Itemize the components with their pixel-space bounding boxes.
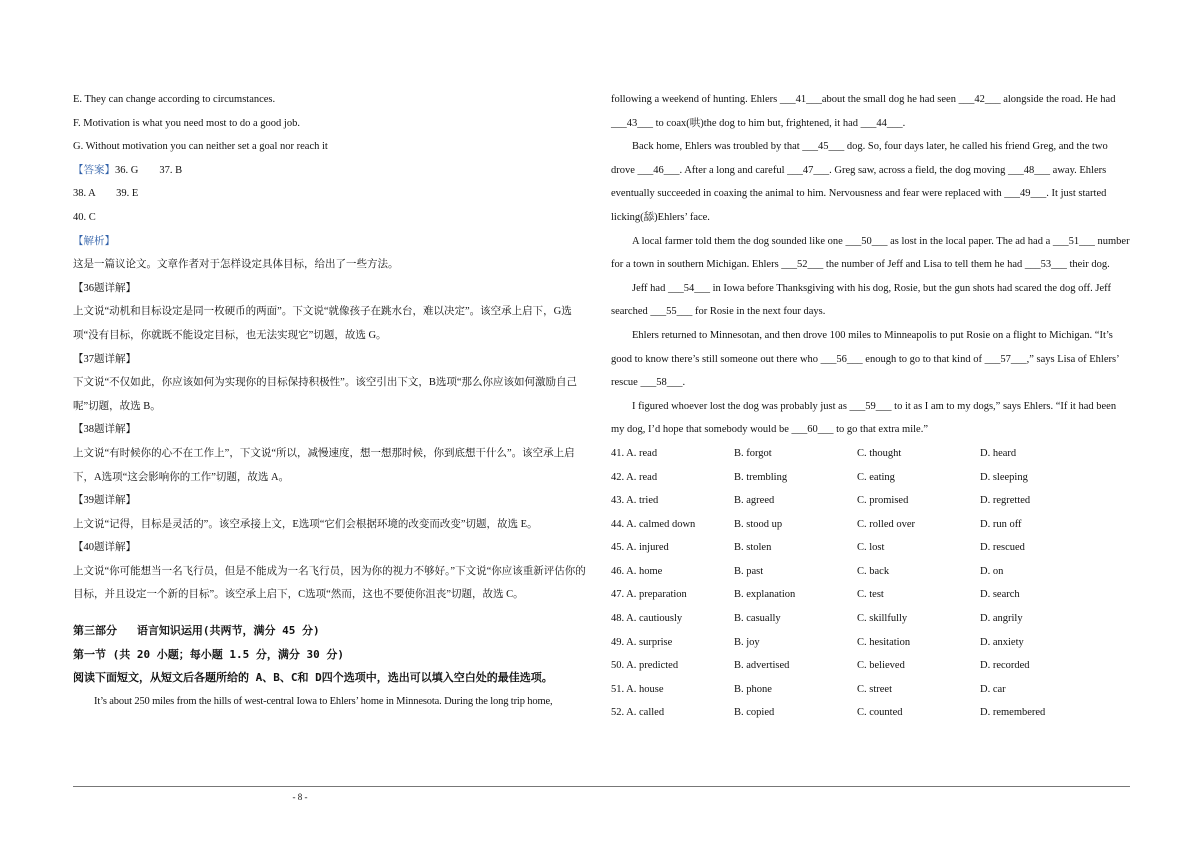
page-number: - 8 - (292, 792, 308, 802)
item-39-body: 上文说“记得，目标是灵活的”。该空承接上文，E选项“它们会根据环境的改变而改变”切题，故选 E。 (73, 518, 538, 530)
option-row (611, 442, 1131, 466)
option-e: E. They can change according to circumstances. (73, 94, 276, 105)
option-b: B. forgot (734, 447, 772, 459)
subsection-title: 第一节 (共 20 小题；每小题 1.5 分，满分 30 分) (73, 647, 344, 661)
option-c: C. promised (857, 495, 909, 507)
option-a: 48. A. cautiously (611, 613, 683, 625)
option-a: 47. A. preparation (611, 589, 687, 601)
option-b: B. stood up (734, 518, 783, 530)
option-b: B. joy (734, 636, 760, 648)
option-d: D. anxiety (980, 636, 1024, 648)
option-d: D. angrily (980, 613, 1023, 625)
option-b: B. past (734, 565, 764, 577)
answer-text: 36. G 37. B (115, 164, 183, 176)
passage-start: It’s about 250 miles from the hills of west-central Iowa to Ehlers’ home in Minnesota. During the long trip home, (94, 695, 553, 707)
option-row (611, 513, 1131, 537)
option-row (611, 678, 1131, 702)
item-39-head: 【39题详解】 (73, 495, 136, 507)
option-b: B. casually (734, 613, 781, 625)
answer-label: 【答案】 (73, 164, 115, 176)
option-c: C. counted (857, 707, 903, 719)
option-b: B. advertised (734, 660, 790, 672)
item-38-head: 【38题详解】 (73, 424, 136, 436)
option-d: D. on (980, 565, 1004, 577)
footer-divider (73, 786, 1130, 787)
option-row (611, 654, 1131, 678)
option-a: 52. A. called (611, 707, 665, 719)
item-36-head: 【36题详解】 (73, 282, 136, 294)
option-d: D. remembered (980, 707, 1046, 719)
option-b: B. phone (734, 683, 772, 695)
passage-paragraph: Jeff had ___54___ in Iowa before Thanksgiving with his dog, Rosie, but the gun shots had scared the dog off. Jeff searched ___55___ for Rosie in the next four days. (611, 282, 1111, 318)
analysis-text: 这是一篇议论文。文章作者对于怎样设定具体目标，给出了一些方法。 (73, 259, 399, 271)
option-d: D. regretted (980, 495, 1031, 507)
item-37-head: 【37题详解】 (73, 353, 136, 365)
passage-paragraph: I figured whoever lost the dog was probably just as ___59___ to it as I am to my dogs,” says Ehlers. “If it had been my dog, I’d hope that somebody would be ___60___ to go that extra mile.” (611, 400, 1117, 436)
option-c: C. street (857, 683, 892, 695)
option-a: 46. A. home (611, 565, 663, 577)
option-a: 50. A. predicted (611, 660, 679, 672)
option-d: D. rescued (980, 542, 1025, 554)
option-row (611, 607, 1131, 631)
option-f: F. Motivation is what you need most to do a good job. (73, 117, 300, 129)
item-36-body: 上文说“动机和目标设定是同一枚硬币的两面”。下文说“就像孩子在跳水台，难以决定”。该空承上启下，G选项“没有目标，你就既不能设定目标，也无法实现它”切题，故选 G。 (73, 306, 572, 341)
left-column (73, 88, 591, 713)
option-c: C. skillfully (857, 613, 908, 625)
option-row (611, 583, 1131, 607)
section-title: 第三部分 语言知识运用(共两节，满分 45 分) (73, 624, 320, 638)
option-a: 51. A. house (611, 683, 664, 695)
right-column (611, 88, 1131, 725)
option-row (611, 701, 1131, 725)
option-b: B. agreed (734, 495, 775, 507)
option-row (611, 466, 1131, 490)
answer-line-3: 40. C (73, 211, 96, 223)
option-row (611, 631, 1131, 655)
option-d: D. run off (980, 518, 1022, 530)
option-b: B. stolen (734, 542, 772, 554)
option-d: D. search (980, 589, 1020, 601)
passage-paragraph: Back home, Ehlers was troubled by that ___45___ dog. So, four days later, he called his friend Greg, and the two drove ___46___. After a long and careful ___47___. Greg saw, across a field, the dog moving ___48___ away. Ehlers eventually succeeded in coaxing the animal to him. Nervousness and fear were replaced with ___49___. It just started licking(舔)Ehlers’ face. (611, 141, 1108, 223)
option-d: D. sleeping (980, 471, 1028, 483)
passage-paragraph: Ehlers returned to Minnesotan, and then drove 100 miles to Minneapolis to put Rosie on a flight to Michigan. “It’s good to know there’s still someone out there who ___56___ enough to go to that kind of ___57___,” says Lisa of Ehlers’ rescue ___58___. (611, 329, 1119, 389)
passage-paragraph: following a weekend of hunting. Ehlers ___41___about the small dog he had seen ___42___ alongside the road. He had ___43___ to coax(哄)the dog to him but, frightened, it had ___44___. (611, 94, 1116, 129)
options-list (611, 442, 1131, 725)
item-38-body: 上文说“有时候你的心不在工作上”，下文说“所以，减慢速度，想一想那时候，你到底想干什么”。该空承上启下，A选项“这会影响你的工作”切题，故选 A。 (73, 447, 575, 483)
option-c: C. test (857, 589, 884, 601)
option-a: 49. A. surprise (611, 636, 673, 648)
option-a: 41. A. read (611, 447, 658, 459)
option-row (611, 489, 1131, 513)
option-d: D. heard (980, 447, 1017, 459)
answer-line-2: 38. A 39. E (73, 188, 139, 200)
option-a: 43. A. tried (611, 495, 659, 507)
item-40-head: 【40题详解】 (73, 542, 136, 554)
option-c: C. rolled over (857, 518, 916, 530)
option-b: B. trembling (734, 471, 788, 483)
option-c: C. hesitation (857, 636, 911, 648)
option-a: 42. A. read (611, 471, 658, 483)
option-row (611, 560, 1131, 584)
option-c: C. back (857, 565, 890, 577)
option-b: B. explanation (734, 589, 796, 601)
option-b: B. copied (734, 707, 775, 719)
instruction: 阅读下面短文，从短文后各题所给的 A、B、C和 D四个选项中，选出可以填入空白处的最佳选项。 (73, 671, 553, 685)
option-c: C. eating (857, 471, 895, 483)
passage-paragraph: A local farmer told them the dog sounded like one ___50___ as lost in the local paper. The ad had a ___51___ number for a town in southern Michigan. Ehlers ___52___ the number of Jeff and Lisa to tell them he had ___53___ their dog. (611, 235, 1130, 271)
answer-line (73, 159, 591, 183)
item-40-body: 上文说“你可能想当一名飞行员，但是不能成为一名飞行员，因为你的视力不够好。”下文说“你应该重新评估你的目标，并且设定一个新的目标”。该空承上启下，C选项“然而，这也不要使你沮丧”切题，故选 C。 (73, 565, 586, 601)
analysis-label: 【解析】 (73, 235, 115, 247)
option-row (611, 536, 1131, 560)
option-a: 44. A. calmed down (611, 518, 696, 530)
item-37-body: 下文说“不仅如此，你应该如何为实现你的目标保持积极性”。该空引出下文，B选项“那么你应该如何激励自己呢”切题，故选 B。 (73, 377, 577, 412)
option-a: 45. A. injured (611, 542, 669, 554)
option-c: C. thought (857, 447, 902, 459)
option-d: D. recorded (980, 660, 1030, 672)
option-c: C. lost (857, 542, 885, 554)
option-g: G. Without motivation you can neither set a goal nor reach it (73, 141, 328, 153)
option-c: C. believed (857, 660, 905, 672)
option-d: D. car (980, 683, 1006, 695)
